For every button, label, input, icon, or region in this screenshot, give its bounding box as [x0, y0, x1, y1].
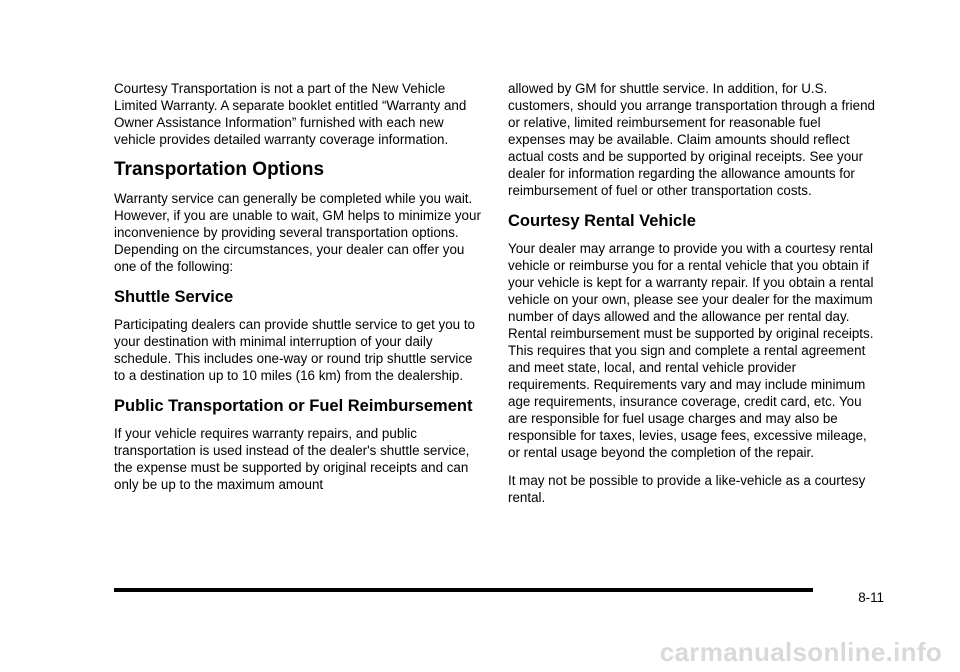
footer-rule	[114, 588, 813, 592]
intro-paragraph: Courtesy Transportation is not a part of the New Vehicle Limited Warranty. A separate booklet entitled “Warranty and Owner Assistance Information” furnished with each new vehicle provides detailed warranty coverage information.	[114, 81, 467, 147]
like-vehicle-paragraph: It may not be possible to provide a like-vehicle as a courtesy rental.	[508, 473, 866, 505]
right-column	[508, 80, 878, 517]
shuttle-service-heading: Shuttle Service	[114, 288, 234, 306]
public-transportation-paragraph: If your vehicle requires warranty repairs, and public transportation is used instead of the dealer's shuttle service, the expense must be supported by original receipts and can only be up to the maximum amount	[114, 426, 470, 492]
public-transportation-heading: Public Transportation or Fuel Reimbursement	[114, 397, 473, 415]
courtesy-rental-heading: Courtesy Rental Vehicle	[508, 212, 696, 230]
courtesy-rental-paragraph: Your dealer may arrange to provide you with a courtesy rental vehicle or reimburse you for a rental vehicle that you obtain if your vehicle is kept for a warranty repair. If you obtain a rental vehicle on your own, please see your dealer for the maximum number of days allowed and the allowance per rental day. Rental reimbursement must be supported by original receipts. This requires that you sign and complete a rental agreement and meet state, local, and rental vehicle provider requirements. Requirements vary and may include minimum age requirements, insurance coverage, credit card, etc. You are responsible for fuel usage charges and may also be responsible for taxes, levies, usage fees, excessive mileage, or rental usage beyond the completion of the repair.	[508, 241, 874, 460]
transportation-options-paragraph: Warranty service can generally be completed while you wait. However, if you are unable to wait, GM helps to minimize your inconvenience by providing several transportation options. Depending on the circumstances, your dealer can offer you one of the following:	[114, 191, 481, 274]
page-number: 8-11	[858, 590, 884, 605]
fuel-reimbursement-continued-paragraph: allowed by GM for shuttle service. In addition, for U.S. customers, should you arrange transportation through a friend or relative, limited reimbursement for reasonable fuel expenses may be available. Claim amounts should reflect actual costs and be supported by original receipts. See your dealer for information regarding the allowance amounts for reimbursement of fuel or other transportation costs.	[508, 81, 875, 198]
watermark: carmanualsonline.info	[659, 637, 942, 667]
shuttle-service-paragraph: Participating dealers can provide shuttle service to get you to your destination with minimal interruption of your daily schedule. This includes one-way or round trip shuttle service to a destination up to 10 miles (16 km) from the dealership.	[114, 317, 476, 383]
left-column	[114, 80, 484, 504]
transportation-options-heading: Transportation Options	[114, 159, 325, 180]
